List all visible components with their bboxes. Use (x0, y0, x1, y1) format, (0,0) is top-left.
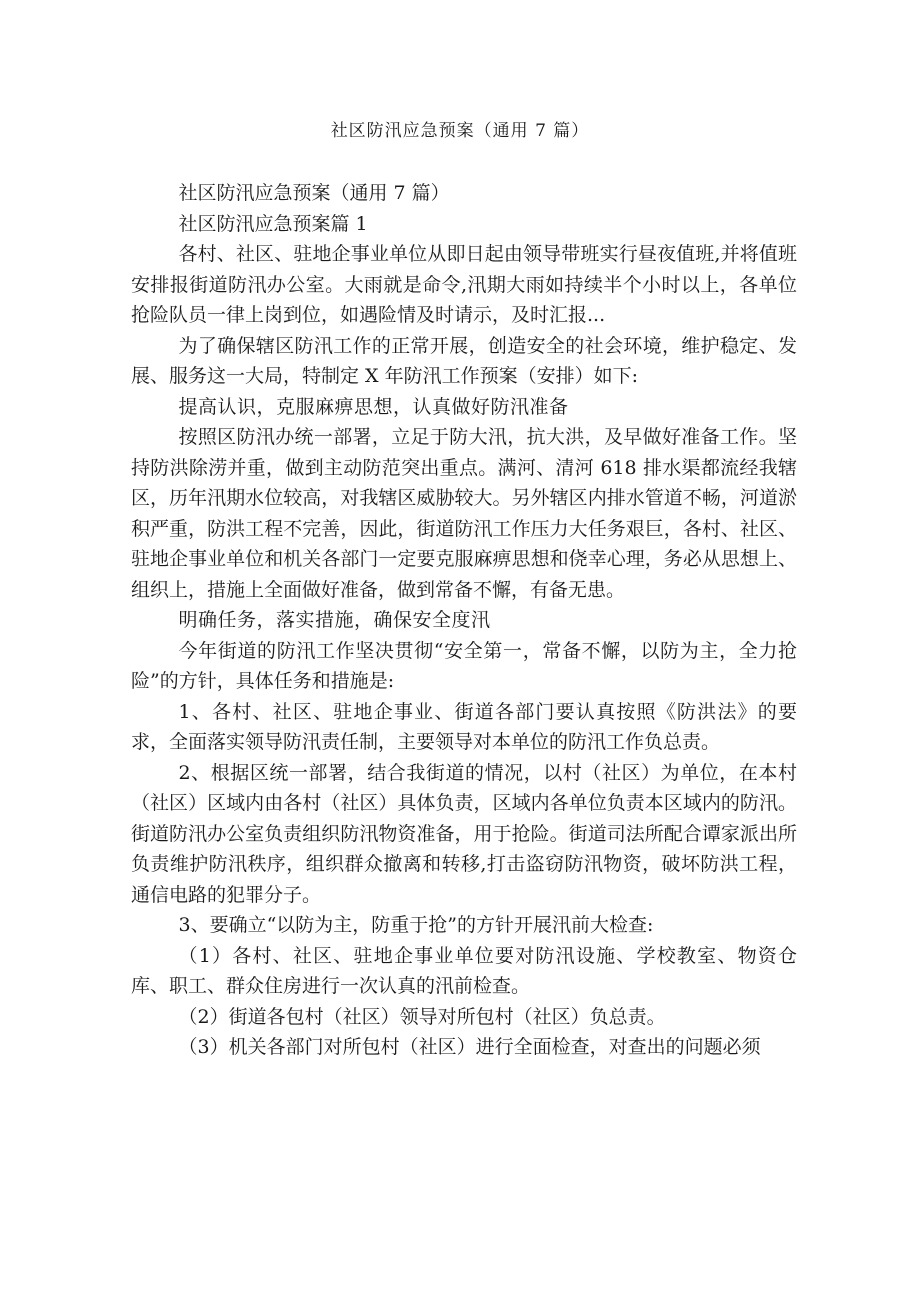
document-body (131, 178, 797, 1063)
paragraph: 按照区防汛办统一部署，立足于防大汛，抗大洪，及早做好准备工作。坚持防洪除涝并重，做到主动防范突出重点。满河、清河 618 排水渠都流经我辖区，历年汛期水位较高，对我辖区威胁较大。另外辖区内排水管道不畅，河道淤积严重，防洪工程不完善，因此，街道防汛工作压力大任务艰巨，各村、社区、驻地企事业单位和机关各部门一定要克服麻痹思想和侥幸心理，务必从思想上、组织上，措施上全面做好准备，做到常备不懈，有备无患。 (131, 426, 797, 601)
paragraph-list-item: 1、各村、社区、驻地企事业、街道各部门要认真按照《防洪法》的要求，全面落实领导防汛责任制，主要领导对本单位的防汛工作负总责。 (131, 700, 797, 753)
paragraph: 为了确保辖区防汛工作的正常开展，创造安全的社会环境，维护稳定、发展、服务这一大局，特制定 X 年防汛工作预案（安排）如下: (131, 334, 797, 387)
paragraph-sub-item: （2）街道各包村（社区）领导对所包村（社区）负总责。 (178, 1005, 666, 1028)
paragraph-sub-item: （1）各村、社区、驻地企事业单位要对防汛设施、学校教室、物资仓库、职工、群众住房进行一次认真的汛前检查。 (131, 944, 797, 997)
paragraph-heading: 提高认识，克服麻痹思想，认真做好防汛准备 (178, 395, 569, 418)
paragraph-list-item: 2、根据区统一部署，结合我街道的情况，以村（社区）为单位，在本村（社区）区域内由各村（社区）具体负责，区域内各单位负责本区域内的防汛。街道防汛办公室负责组织防汛物资准备，用于抢险。街道司法所配合谭家派出所负责维护防汛秩序，组织群众撤离和转移,打击盗窃防汛物资，破坏防洪工程，通信电路的犯罪分子。 (131, 761, 797, 906)
paragraph-section-heading: 社区防汛应急预案篇 1 (178, 212, 368, 235)
paragraph-subtitle: 社区防汛应急预案（通用 7 篇） (178, 182, 450, 204)
paragraph-sub-item: （3）机关各部门对所包村（社区）进行全面检查，对查出的问题必须 (178, 1036, 761, 1058)
paragraph: 今年街道的防汛工作坚决贯彻“安全第一，常备不懈，以防为主，全力抢险”的方针，具体任务和措施是: (131, 639, 797, 692)
paragraph-heading: 明确任务，落实措施，确保安全度汛 (178, 609, 491, 631)
paragraph: 各村、社区、驻地企事业单位从即日起由领导带班实行昼夜值班,并将值班安排报街道防汛办公室。大雨就是命令,汛期大雨如持续半个小时以上，各单位抢险队员一律上岗到位，如遇险情及时请示，及时汇报... (131, 243, 797, 326)
document-title: 社区防汛应急预案（通用 7 篇） (330, 121, 590, 141)
paragraph-list-item: 3、要确立“以防为主，防重于抢”的方针开展汛前大检查: (178, 914, 654, 936)
